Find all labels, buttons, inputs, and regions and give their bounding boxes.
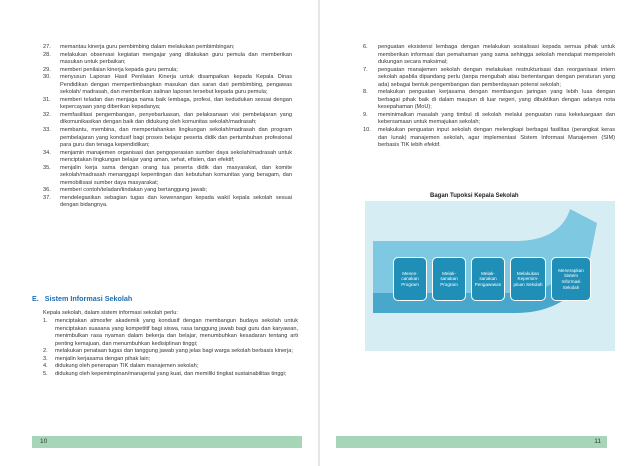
diagram-box: Menen-canakan Program [393,257,427,301]
list-item-number: 9. [363,111,368,118]
list-item-number: 6. [363,44,368,50]
list-item-number: 8. [363,89,368,96]
list-item-number: 7. [363,66,368,73]
list-item-text: penguatan eksistensi lembaga dengan melakukan sosialisasi kepada semua pihak untuk memberikan informasi dan pemahaman yang sama sehingga sekolah mendapat memperoleh dukungan secara maksimal; [378,44,615,66]
list-item [363,44,615,67]
list-item-text: melakukan penataan tugas dan tanggung jawab yang jelas bagi warga sekolah berbasis kinerja; [55,348,293,355]
list-item-text: menjamin manajemen organisasi dan pengoperasian sumber daya sekolah/madrasah untuk menciptakan lingkungan belajar yang aman, sehat, efisien, dan efektif; [60,149,292,164]
list-item-number: 31. [43,96,51,103]
list-item-text: melakukan penguatan input sekolah dengan melengkapi berbagai fasilitas (perangkat keras dan lunak) manajemen sekolah, agar implementasi Sistem Informasi Manajemen (SIM) berbasis TIK lebih efektif. [378,127,615,149]
footer-bar-left [32,436,302,448]
list-item-text: mendelegasikan sebagian tugas dan kewenangan kepada wakil kepala sekolah sesuai dengan bidangnya. [60,194,292,209]
section-intro: Kepala sekolah, dalam sistem informasi sekolah perlu: [43,310,178,316]
section-letter: E. [32,294,39,303]
list-item [43,67,292,75]
list-item-number: 2. [43,348,48,355]
list-item [43,318,298,348]
list-item-number: 4. [43,363,48,370]
diagram-box: Melak-sanakan Program [432,257,466,301]
list-item-number: 30. [43,74,51,81]
list-item-text: menciptakan atmosfer akademik yang kondusif dengan membangun budaya sekolah untuk menciptakan suasana yang kompetitif bagi siswa, rasa tanggung jawab bagi guru dan karyawan, menimbulkan rasa nyaman dalam bekerja dan belajar, menumbuhkan kesadaran tentang arti penting kemajuan, dan menumbuhkan kedisiplinan tinggi; [55,318,298,347]
list-item [43,371,298,379]
list-item [43,195,292,210]
list-item-text: memantau kinerja guru pembimbing dalam melakukan pembimbingan; [60,44,235,50]
list-item-text: memfasilitasi pengembangan, penyebarluasan, dan pelaksanaan visi pembelajaran yang dikomunikasikan dengan baik dan didukung oleh komunitas sekolah/madrasah; [60,111,292,126]
right-numbered-list [363,44,615,150]
left-numbered-list [43,44,292,210]
list-item-number: 37. [43,194,51,201]
list-item-number: 3. [43,355,48,362]
list-item [363,89,615,112]
page-number-left: 10 [40,438,48,445]
list-item-text: membantu, membina, dan mempertahankan lingkungan sekolah/madrasah dan program pembelajaran yang kondusif bagi proses belajar peserta didik dan pertumbuhan profesional para guru dan tenaga kependidikan; [60,127,292,149]
list-item-number: 10. [363,127,371,134]
section-heading [32,294,132,303]
left-page [0,0,318,466]
list-item [43,348,298,356]
list-item-number: 36. [43,187,51,194]
list-item-text: menyusun Laporan Hasil Penilaian Kinerja untuk disampaikan kepada Kepala Dinas Pendidikan dengan mempertimbangkan masukan dan saran dari pembimbing, pengawas sekolah/ madrasah, dan memberikan salinan laporan tersebut kepada guru pemula; [60,74,292,96]
list-item [363,127,615,150]
list-item-text: melakukan penguatan kerjasama dengan membangun jaringan yang lebih luas dengan berbagai pihak baik di dalam maupun di luar negeri, yang dibuktikan dengan adanya nota kesepahaman (MoU); [378,89,615,111]
list-item-number: 27. [43,44,51,50]
tupoksi-diagram [365,201,615,351]
list-item [43,363,298,371]
list-item [363,67,615,90]
list-item-text: menjalin kerja sama dengan orang tua peserta didik dan masyarakat, dan komite sekolah/madrasah menanggapi kepentingan dan kebutuhan komunitas yang beragam, dan memobilisasi sumber daya masyarakat; [60,164,292,186]
list-item-number: 32. [43,111,51,118]
list-item [43,44,292,52]
list-item-number: 34. [43,149,51,156]
list-item-text: didukung oleh kepemimpinan/manajerial yang kuat, dan memiliki tingkat sustainabilitas tinggi; [55,370,287,377]
list-item-text: memberi teladan dan menjaga nama baik lembaga, profesi, dan kedudukan sesuai dengan kepercayaan yang diberikan kepadanya; [60,96,292,111]
list-item [43,165,292,188]
page-number-right: 11 [594,438,601,445]
list-item-text: didukung oleh penerapan TIK dalam manajemen sekolah; [55,363,199,370]
list-item [43,150,292,165]
list-item-number: 28. [43,51,51,58]
footer-bar-right [336,436,607,448]
list-item-text: melakukan observasi kegiatan mengajar yang dilakukan guru pemula dan memberikan masukan untuk perbaikan; [60,51,292,66]
list-item-text: penguatan manajemen sekolah dengan melakukan restrukturisasi dan reorganisasi intern sekolah apabila dipandang perlu (tanpa mengubah atau bertentangan dengan peraturan yang ada) sebagai bentuk pengembangan dan pemberdayaan potensi sekolah; [378,66,615,88]
list-item [43,112,292,127]
list-item [43,356,298,364]
list-item [43,127,292,150]
section-title: Sistem Informasi Sekolah [44,294,133,303]
list-item [43,187,292,195]
list-item-number: 29. [43,66,51,73]
section-numbered-list [43,318,298,378]
list-item-number: 1. [43,318,48,324]
list-item-text: memberi penilaian kinerja kepada guru pemula; [60,66,178,73]
list-item-text: meminimalkan masalah yang timbul di sekolah melalui penguatan rasa kekeluargaan dan kebersamaan untuk memajukan sekolah; [378,111,615,126]
list-item-number: 35. [43,164,51,171]
list-item-number: 5. [43,370,48,377]
diagram-box: Melakukan Kepemim-pinan Sekolah [510,257,546,301]
list-item-text: memberi contoh/teladan/tindakan yang bertanggung jawab; [60,187,208,194]
diagram-box: Menerapkan Sistem Informasi Sekolah [551,257,591,301]
diagram-title: Bagan Tupoksi Kepala Sekolah [430,193,519,199]
list-item [363,112,615,127]
list-item-number: 33. [43,127,51,134]
diagram-box: Melak-sanakan Pengawasan [471,257,505,301]
list-item-text: menjalin kerjasama dengan pihak lain; [55,355,151,362]
list-item [43,74,292,97]
list-item [43,97,292,112]
list-item [43,52,292,67]
